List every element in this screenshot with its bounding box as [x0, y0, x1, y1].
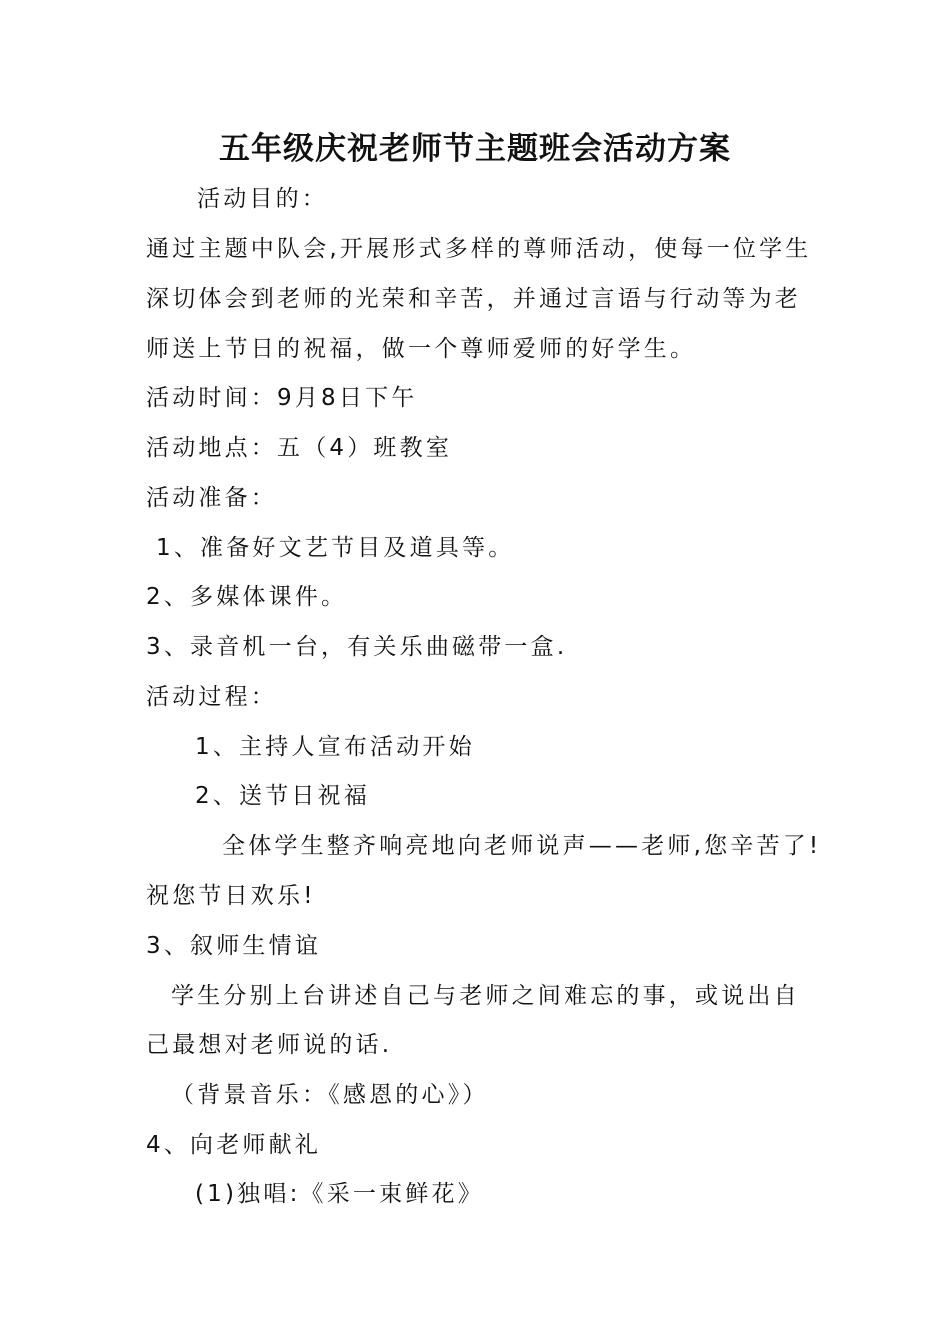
- prep-heading: 活动准备：: [146, 485, 277, 511]
- step-3-music: （背景音乐：《感恩的心》）: [171, 1082, 489, 1108]
- prep-item: 1、准备好文艺节目及道具等。: [156, 535, 515, 561]
- prep-item: 3、录音机一台，有关乐曲磁带一盒.: [146, 634, 568, 660]
- process-step-2: 2、送节日祝福: [195, 783, 371, 809]
- prep-item: 2、多媒体课件。: [146, 584, 348, 610]
- activity-place: 活动地点：五（4）班教室: [146, 435, 453, 461]
- process-step-1: 1、主持人宣布活动开始: [195, 734, 475, 760]
- process-step-3: 3、叙师生情谊: [146, 933, 322, 959]
- step-2-text: 祝您节日欢乐!: [146, 883, 316, 909]
- purpose-line: 通过主题中队会,开展形式多样的尊师活动，使每一位学生: [146, 236, 812, 262]
- activity-time: 活动时间：9月8日下午: [146, 385, 418, 411]
- step-3-text: 学生分别上台讲述自己与老师之间难忘的事，或说出自: [171, 983, 800, 1009]
- purpose-line: 深切体会到老师的光荣和辛苦，并通过言语与行动等为老: [146, 286, 801, 312]
- document-title: 五年级庆祝老师节主题班会活动方案: [219, 131, 731, 167]
- step-4-item: (1)独唱:《采一束鲜花》: [195, 1181, 484, 1207]
- purpose-line: 师送上节日的祝福，做一个尊师爱师的好学生。: [146, 336, 697, 362]
- step-3-text: 己最想对老师说的话.: [146, 1032, 393, 1058]
- step-2-text: 全体学生整齐响亮地向老师说声——老师,您辛苦了!: [222, 833, 822, 859]
- process-step-4: 4、向老师献礼: [146, 1132, 322, 1158]
- process-heading: 活动过程：: [146, 684, 277, 710]
- purpose-heading: 活动目的：: [197, 186, 328, 212]
